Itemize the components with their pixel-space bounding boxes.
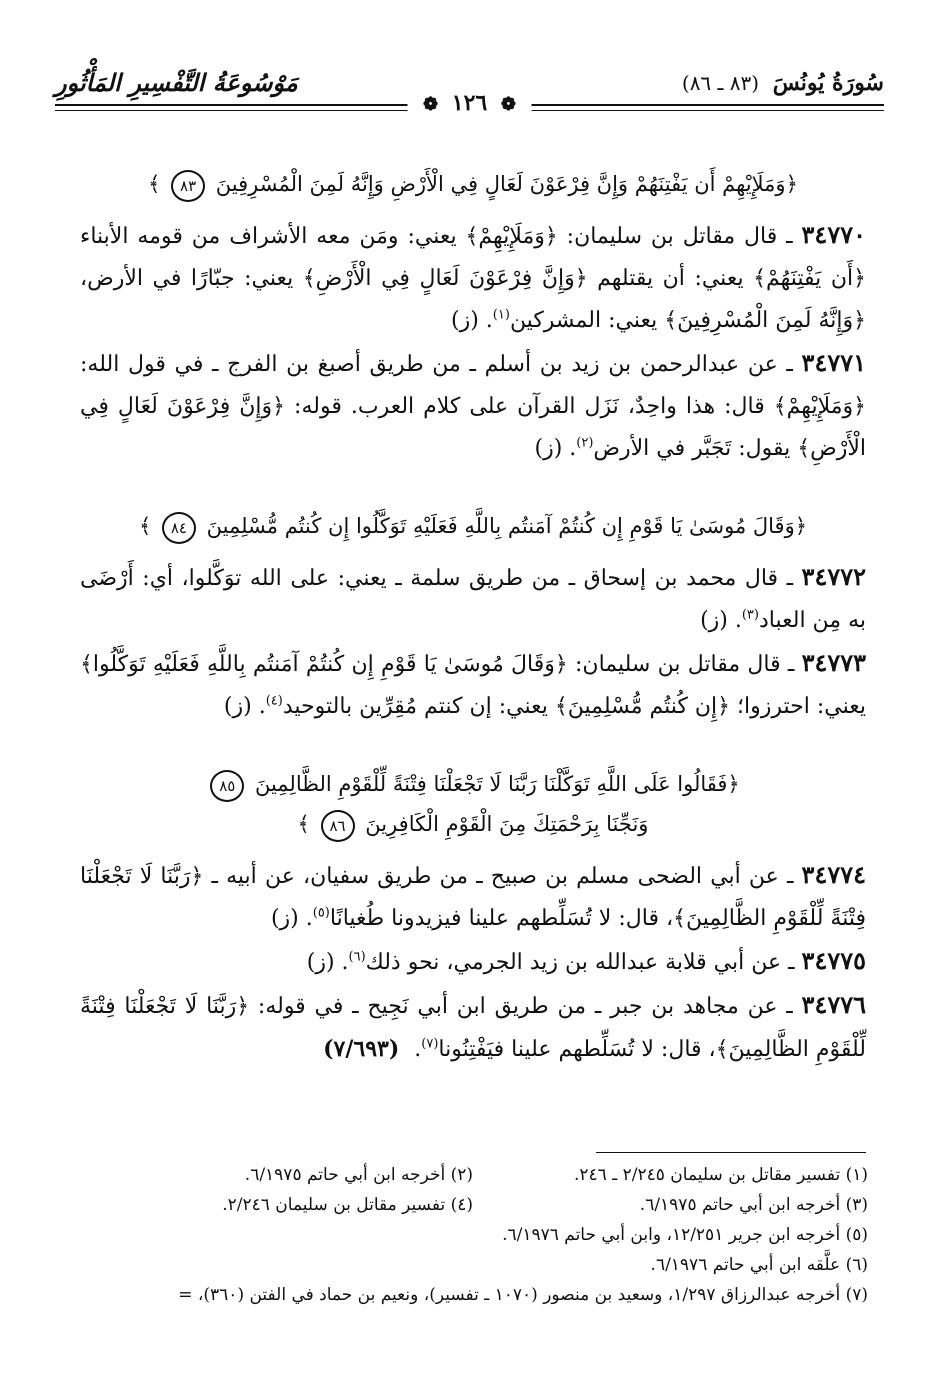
narration-number: ٣٤٧٧٤	[801, 860, 866, 889]
footnote-ref: (٢)	[576, 435, 594, 451]
narration-entry	[80, 642, 866, 728]
narration-number: ٣٤٧٧٢	[801, 562, 866, 591]
footnote: (٤) تفسير مقاتل بن سليمان ٢/٢٤٦.	[222, 1195, 473, 1215]
footnote: (٧) أخرجه عبدالرزاق ١/٢٩٧، وسعيد بن منصور (١٠٧٠ ـ تفسير)، ونعيم بن حماد في الفتن (٣٦٠)، =	[178, 1285, 868, 1305]
quran-verse-block	[80, 506, 866, 546]
quran-verse: ﴿فَقَالُوا عَلَى اللَّهِ تَوَكَّلْنَا رَبَّنَا لَا تَجْعَلْنَا فِتْنَةً لِّلْقَوْمِ الظَّالِمِينَ ٨٥	[80, 764, 866, 804]
narration-text: ـ عن أبي الضحى مسلم بن صبيح ـ من طريق سفيان، عن أبيه ـ ﴿رَبَّنَا لَا تَجْعَلْنَا فِتْنَةً لِّلْقَوْمِ الظَّالِمِينَ﴾، قال: لا تُسَلِّطهم علينا فيزيدونا طُغيانًا	[80, 864, 866, 931]
footnote-ref: (١)	[492, 307, 510, 323]
narration-tail: .	[414, 1037, 422, 1062]
verse-number-badge: ٨٣	[171, 170, 205, 202]
footnote: (٣) أخرجه ابن أبي حاتم ٦/١٩٧٥.	[639, 1195, 868, 1215]
narration-entry	[80, 556, 866, 642]
narration-tail: . (ز)	[223, 694, 266, 719]
narration-number: ٣٤٧٧٥	[801, 946, 866, 975]
verse-number-badge: ٨٥	[210, 770, 244, 802]
narration-tail: . (ز)	[451, 308, 493, 333]
quran-verse-block	[80, 764, 866, 844]
narration-text: ـ قال مقاتل بن سليمان: ﴿وَقَالَ مُوسَىٰ يَا قَوْمِ إِن كُنتُمْ آمَنتُم بِاللَّهِ فَعَلَيْهِ تَوَكَّلُوا﴾ يعني: احترزوا؛ ﴿إِن كُنتُم مُّسْلِمِينَ﴾ يعني: إن كنتم مُقِرِّين بالتوحيد	[80, 652, 866, 719]
footnote-ref: (٧)	[421, 1036, 439, 1052]
footnote: (٢) أخرجه ابن أبي حاتم ٦/١٩٧٥.	[244, 1165, 473, 1185]
footnote-rule	[596, 1152, 866, 1153]
page-content	[80, 160, 866, 1071]
ornament-icon: ❁	[500, 94, 516, 115]
narration-entry	[80, 984, 866, 1071]
volume-reference: (٧/٦٩٣)	[323, 1036, 400, 1062]
narration-entry	[80, 940, 866, 984]
verse-number-badge: ٨٤	[162, 512, 196, 544]
quran-verse: وَنَجِّنَا بِرَحْمَتِكَ مِنَ الْقَوْمِ الْكَافِرِينَ ٨٦ ﴾	[80, 804, 866, 844]
narration-text: ـ عن عبدالرحمن بن زيد بن أسلم ـ من طريق أصبغ بن الفرج ـ في قول الله: ﴿وَمَلَإِيْهِمْ﴾ قال: هذا واحِدٌ، نَزَل القرآن على كلام العرب. قوله: ﴿وَإِنَّ فِرْعَوْنَ لَعَالٍ فِي الْأَرْضِ﴾ يقول: تَجَبَّر في الأرض	[80, 352, 866, 461]
running-title	[682, 70, 884, 96]
narration-number: ٣٤٧٧٣	[801, 648, 867, 677]
narration-text: ـ عن مجاهد بن جبر ـ من طريق ابن أبي نَجِيح ـ في قوله: ﴿رَبَّنَا لَا تَجْعَلْنَا فِتْنَةً لِّلْقَوْمِ الظَّالِمِينَ﴾، قال: لا تُسَلِّطهم علينا فيَفْتِنُونا	[80, 994, 866, 1062]
narration-number: ٣٤٧٧١	[801, 348, 866, 377]
narration-number: ٣٤٧٧٠	[801, 220, 866, 249]
narration-tail: . (ز)	[700, 608, 742, 633]
narration-tail: . (ز)	[534, 436, 577, 461]
quran-verse: ﴿وَقَالَ مُوسَىٰ يَا قَوْمِ إِن كُنتُمْ آمَنتُم بِاللَّهِ فَعَلَيْهِ تَوَكَّلُوا إِن كُنتُم مُّسْلِمِينَ ٨٤ ﴾	[80, 506, 866, 546]
narration-number: ٣٤٧٧٦	[801, 990, 866, 1019]
narration-entry	[80, 342, 866, 470]
footnote: (٥) أخرجه ابن جرير ١٢/٢٥١، وابن أبي حاتم ٦/١٩٧٦.	[502, 1225, 868, 1245]
page-number-box	[407, 90, 532, 116]
footnote-ref: (٤)	[265, 693, 283, 709]
footnote-ref: (٥)	[312, 905, 330, 921]
narration-entry	[80, 214, 866, 342]
narration-entry	[80, 854, 866, 940]
surah-title: سُورَةُ يُونُسَ	[772, 70, 884, 96]
narration-tail: . (ز)	[306, 950, 349, 975]
page-number: ١٢٦	[451, 90, 488, 116]
narration-text: ـ قال محمد بن إسحاق ـ من طريق سلمة ـ يعني: على الله توَكَّلوا، أي: أَرْضَى به مِن العباد	[80, 566, 866, 633]
narration-text: ـ قال مقاتل بن سليمان: ﴿وَمَلَإِيْهِمْ﴾ يعني: ومَن معه الأشراف من قومه الأبناء ﴿أَن يَفْتِنَهُمْ﴾ يعني: أن يقتلهم ﴿وَإِنَّ فِرْعَوْنَ لَعَالٍ فِي الْأَرْضِ﴾ يعني: جبّارًا في الأرض، ﴿وَإِنَّهُ لَمِنَ الْمُسْرِفِينَ﴾ يعني: المشركين	[80, 224, 866, 333]
quran-verse: ﴿وَمَلَإِيْهِمْ أَن يَفْتِنَهُمْ وَإِنَّ فِرْعَوْنَ لَعَالٍ فِي الْأَرْضِ وَإِنَّهُ لَمِنَ الْمُسْرِفِينَ ٨٣ ﴾	[80, 164, 866, 204]
verse-range: (٨٣ ـ ٨٦)	[681, 71, 760, 95]
book-title: مَوْسُوعَةُ التَّفْسِيرِ المَأْثُورِ	[55, 68, 298, 97]
quran-verse-block	[80, 164, 866, 204]
verse-number-badge: ٨٦	[321, 810, 355, 842]
footnote: (١) تفسير مقاتل بن سليمان ٢/٢٤٥ ـ ٢٤٦.	[574, 1165, 868, 1185]
ornament-icon: ❁	[423, 94, 439, 115]
footnotes	[78, 1160, 868, 1310]
footnote-ref: (٣)	[741, 607, 759, 623]
narration-tail: . (ز)	[270, 906, 313, 931]
narration-text: ـ عن أبي قلابة عبدالله بن زيد الجرمي، نحو ذلك	[365, 950, 795, 975]
footnote-ref: (٦)	[348, 949, 366, 965]
footnote: (٦) علَّقه ابن أبي حاتم ٦/١٩٧٦.	[650, 1255, 868, 1275]
page-header	[55, 62, 884, 132]
